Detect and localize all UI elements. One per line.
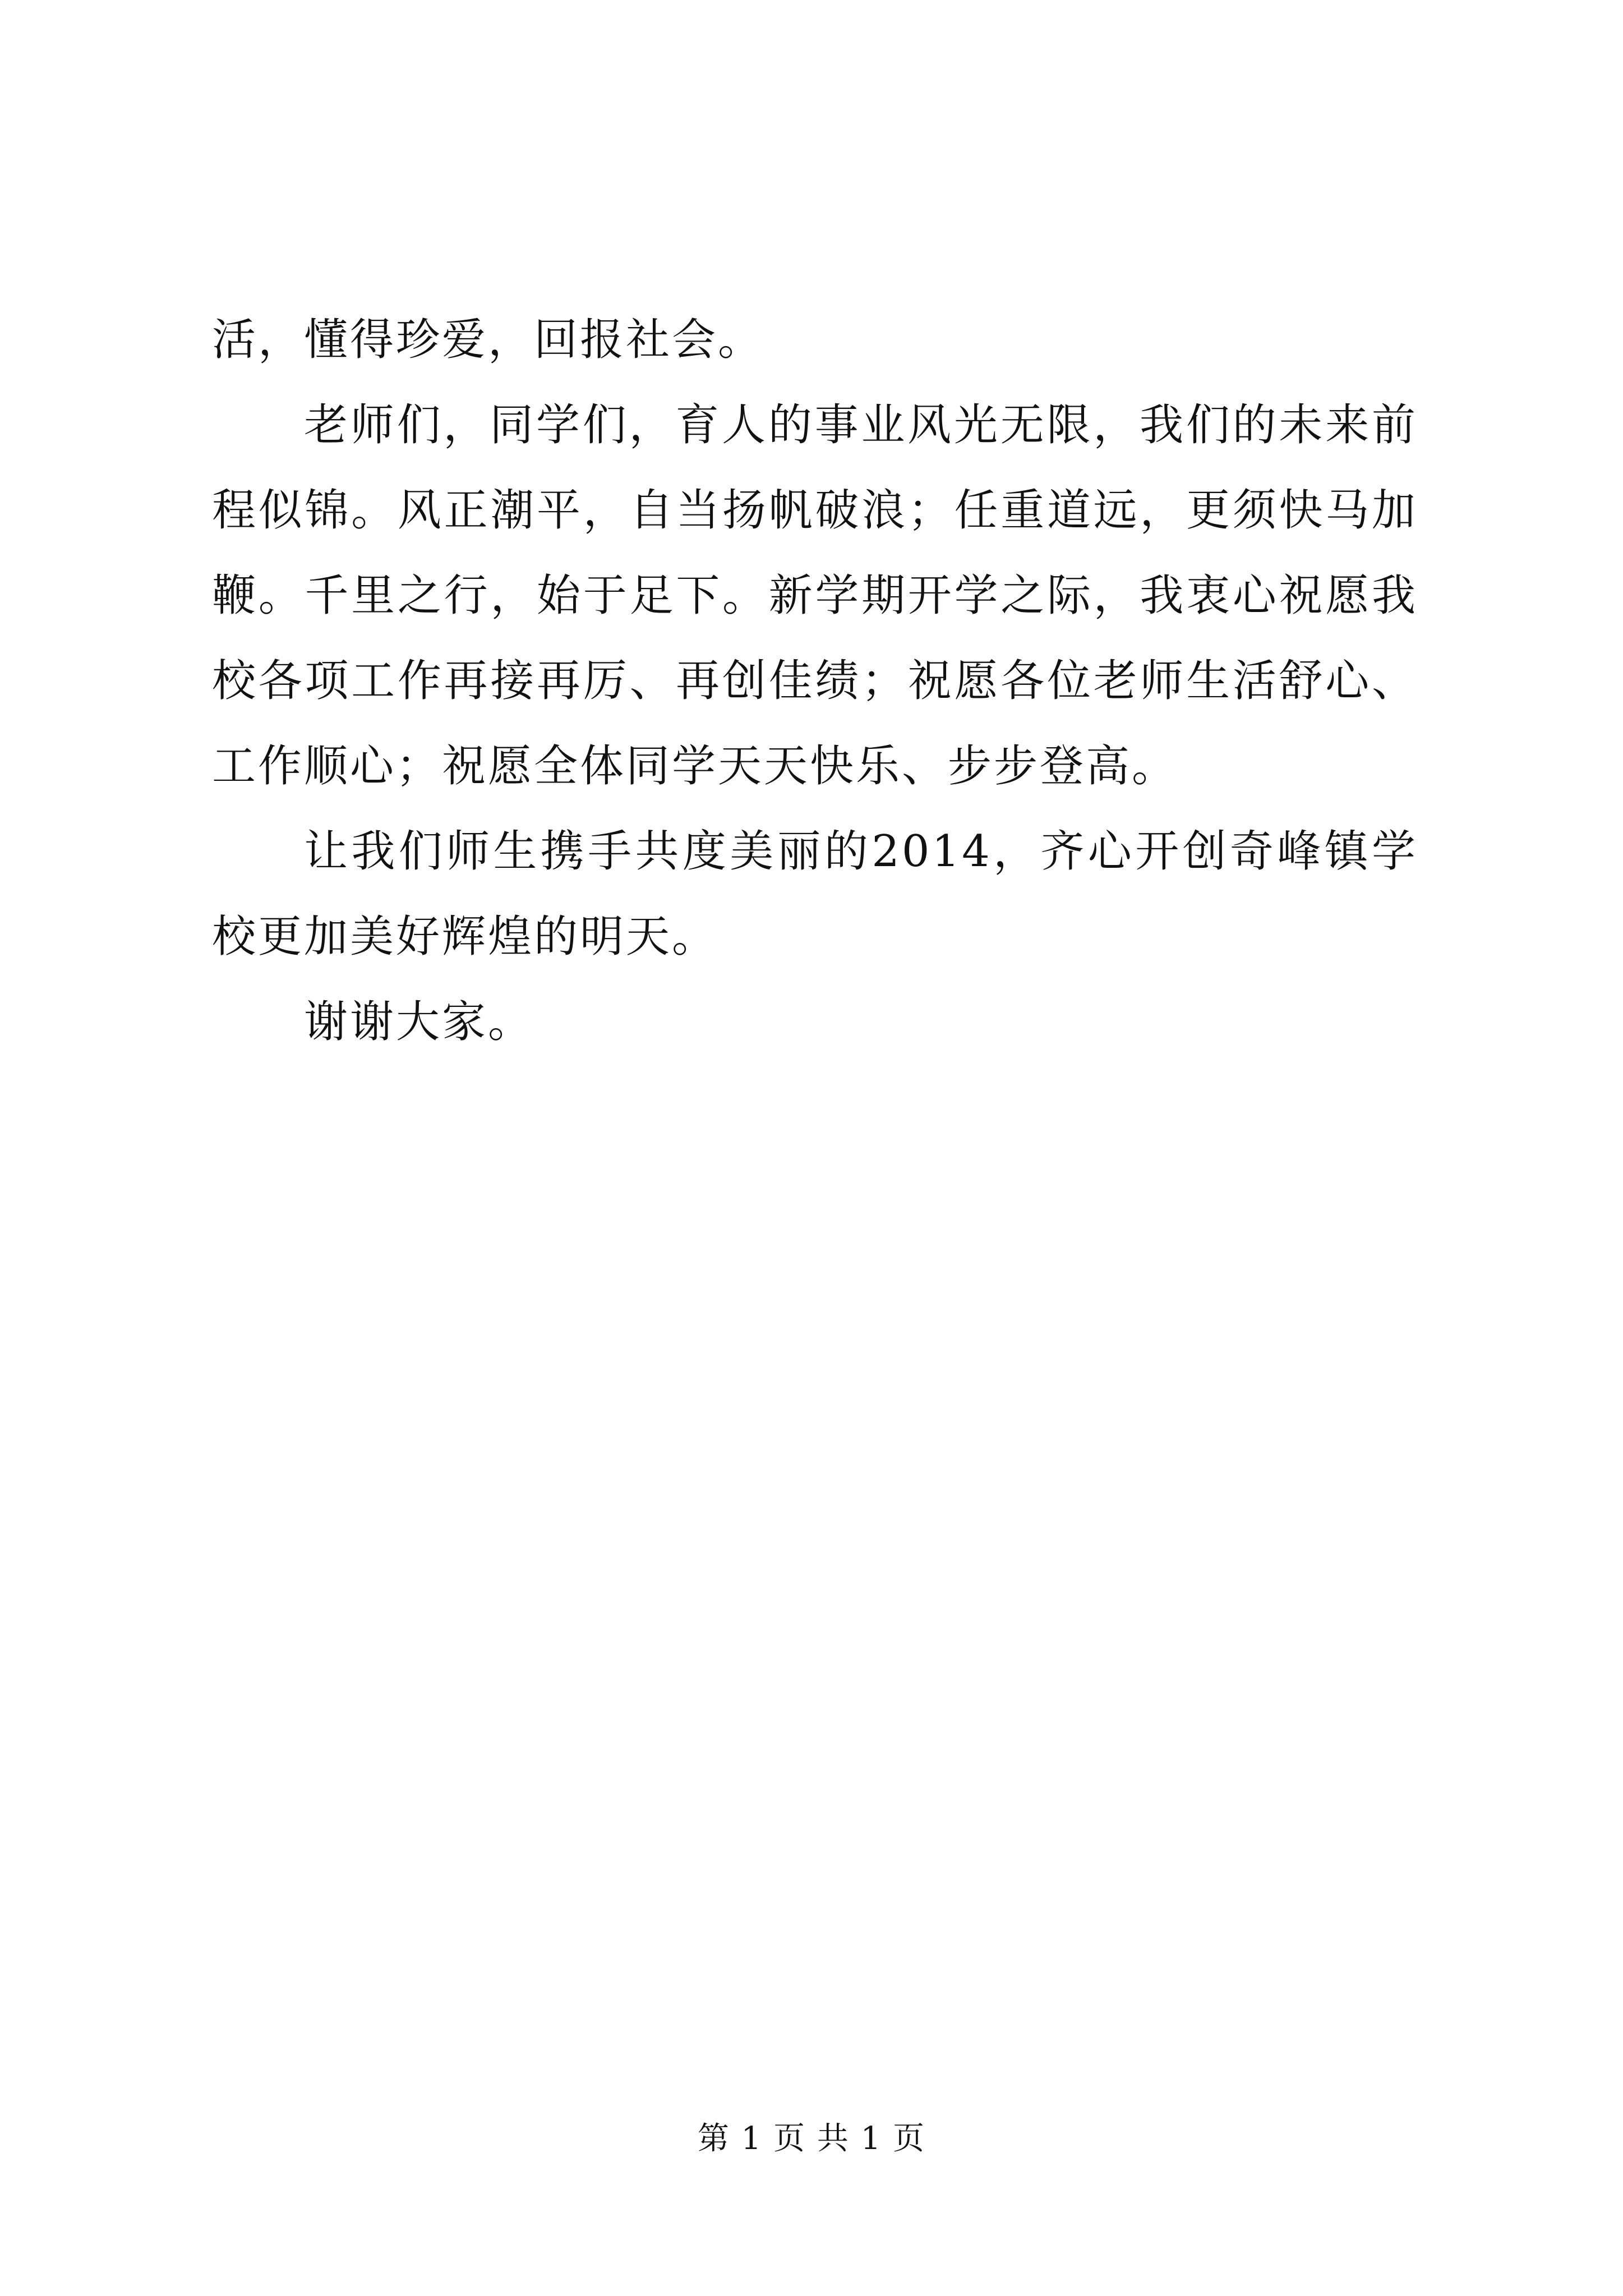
document-body: [212, 297, 1418, 1065]
paragraph-closing-wish: 让我们师生携手共度美丽的2014，齐心开创奇峰镇学校更加美好辉煌的明天。: [212, 826, 1418, 962]
page-number-footer: 第 1 页 共 1 页: [697, 2120, 926, 2157]
paragraph-continuation: 活，懂得珍爱，回报社会。: [212, 315, 764, 365]
paragraph-blessings: 老师们，同学们，育人的事业风光无限，我们的未来前程似锦。风正潮平，自当扬帆破浪；任重道远，更须快马加鞭。千里之行，始于足下。新学期开学之际，我衷心祝愿我校各项工作再接再厉、再创佳绩；祝愿各位老师生活舒心、工作顺心；祝愿全体同学天天快乐、步步登高。: [212, 400, 1418, 792]
paragraph-thanks: 谢谢大家。: [304, 997, 534, 1047]
